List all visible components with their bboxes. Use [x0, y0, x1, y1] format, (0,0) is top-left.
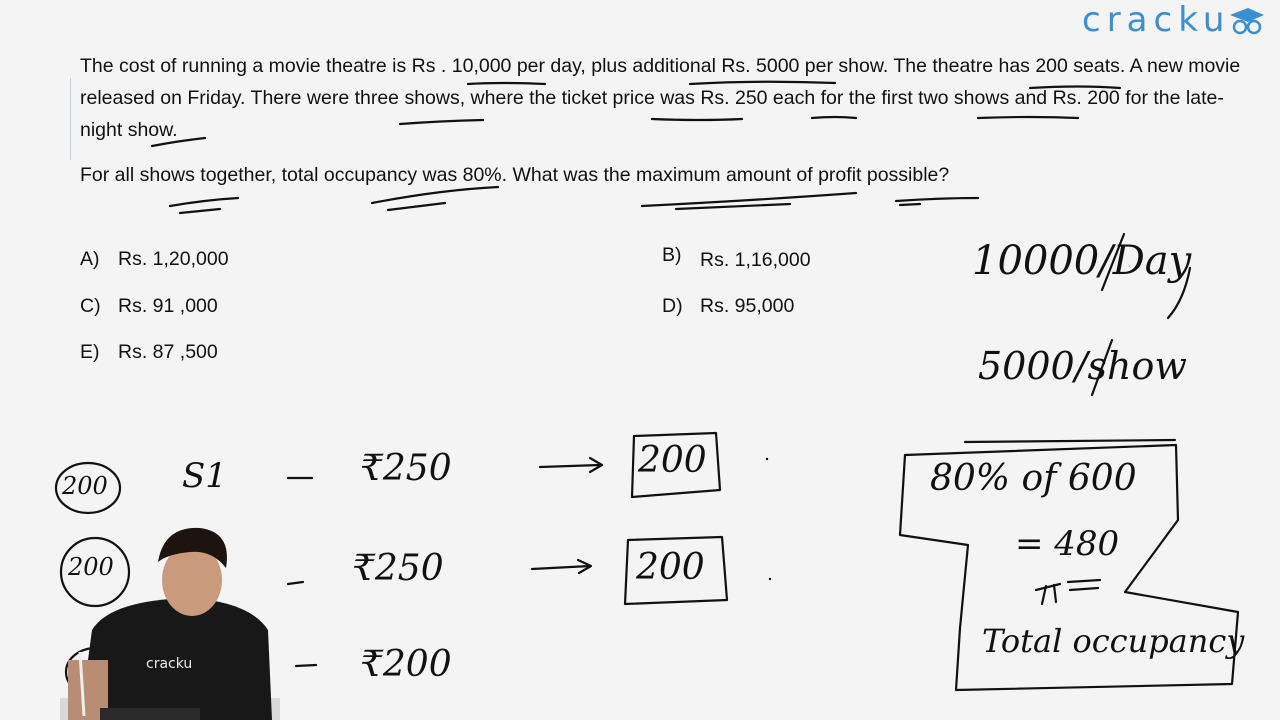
- option-text: Rs. 87 ,500: [118, 341, 218, 363]
- box-line-2: = 480: [1015, 524, 1120, 564]
- row1-show: S1: [182, 456, 227, 496]
- option-text: Rs. 1,20,000: [118, 248, 229, 270]
- option-label: B): [662, 244, 682, 266]
- option-text: Rs. 95,000: [700, 295, 795, 317]
- row3-price: ₹200: [360, 644, 452, 685]
- option-label: A): [80, 248, 100, 270]
- box-line-1: 80% of 600: [930, 458, 1137, 499]
- brand-logo: [1082, 0, 1266, 40]
- option-label: C): [80, 295, 101, 317]
- note-per-show: 5000/show: [978, 344, 1187, 388]
- box-line-3: Total occupancy: [982, 622, 1245, 660]
- option-b[interactable]: [662, 244, 811, 272]
- presenter-shirt-text: cracku: [146, 656, 193, 672]
- margin-line: [70, 78, 71, 160]
- option-e[interactable]: [80, 341, 218, 364]
- presenter-video: [40, 520, 280, 720]
- graduation-cap-icon: [1226, 5, 1266, 35]
- brand-name: cracku: [1082, 0, 1231, 40]
- option-label: D): [662, 295, 683, 317]
- row2-result: 200: [636, 547, 705, 588]
- question-text: The cost of running a movie theatre is Rs . 10,000 per day, plus additional Rs. 5000 per show. The theatre has 200 seats. A new movie released on Friday. There were three shows, where the ticket price was Rs. 250 each for the first two shows and Rs. 200 for the late-night show.: [80, 55, 1241, 141]
- option-d[interactable]: [662, 295, 794, 318]
- question-prompt: For all shows together, total occupancy was 80%. What was the maximum amount of profit possible?: [80, 164, 950, 186]
- option-a[interactable]: [80, 248, 229, 271]
- row2-seats: 200: [68, 553, 114, 581]
- note-per-day: 10000/Day: [972, 238, 1192, 284]
- option-text: Rs. 1,16,000: [700, 249, 811, 271]
- row2-price: ₹250: [352, 548, 444, 589]
- option-text: Rs. 91 ,000: [118, 295, 218, 317]
- row1-price: ₹250: [360, 448, 452, 489]
- option-c[interactable]: [80, 295, 218, 318]
- option-label: E): [80, 341, 100, 363]
- row1-result: 200: [638, 440, 707, 481]
- row1-seats: 200: [62, 472, 108, 500]
